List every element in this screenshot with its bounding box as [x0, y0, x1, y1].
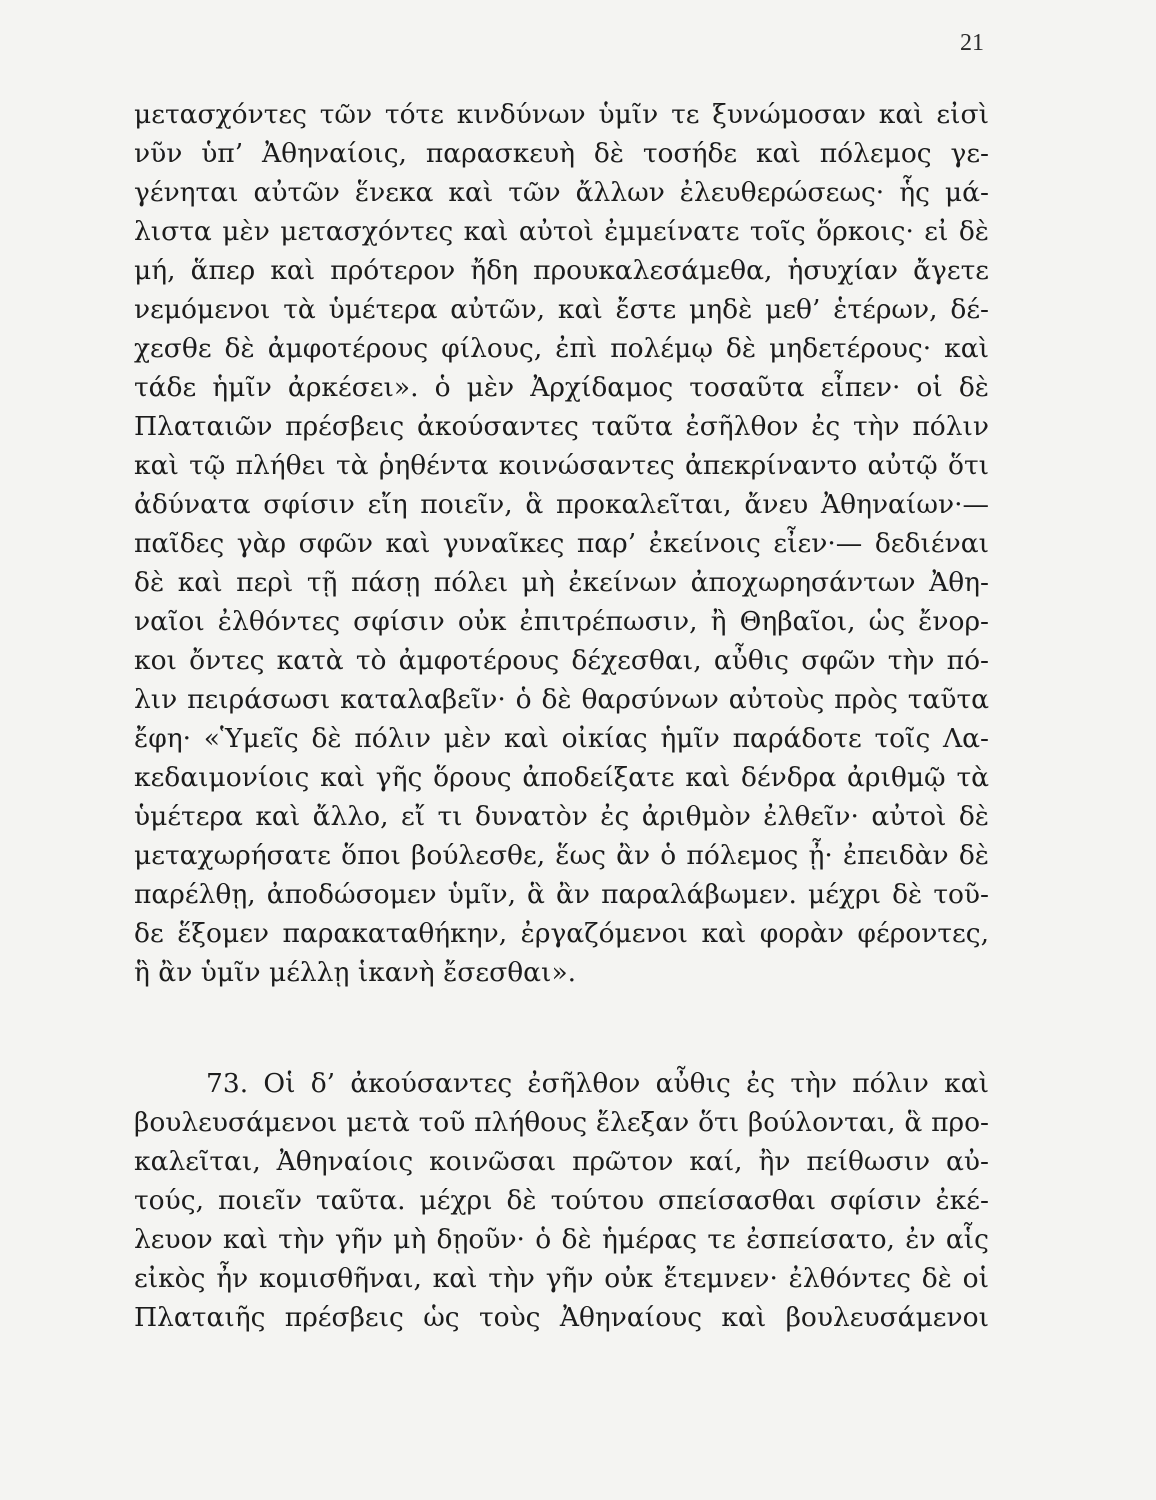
- text-line: λευον καὶ τὴν γῆν μὴ δῃοῦν· ὁ δὲ ἡμέρας τε ἐσπείσατο, ἐν αἷς: [134, 1224, 989, 1255]
- text-line: δε ἕξομεν παρακαταθήκην, ἐργαζόμενοι καὶ φορὰν φέροντες,: [134, 918, 989, 949]
- text-line: ναῖοι ἐλθόντες σφίσιν οὐκ ἐπιτρέπωσιν, ἢ Θηβαῖοι, ὡς ἔνορ-: [134, 606, 989, 637]
- text-line: Πλαταιῆς πρέσβεις ὡς τοὺς Ἀθηναίους καὶ βουλευσάμενοι: [134, 1302, 989, 1333]
- text-line: Πλαταιῶν πρέσβεις ἀκούσαντες ταῦτα ἐσῆλθον ἐς τὴν πόλιν: [134, 411, 989, 442]
- page-number: 21: [960, 30, 984, 56]
- text-line: γένηται αὐτῶν ἕνεκα καὶ τῶν ἄλλων ἐλευθερώσεως· ἧς μά-: [134, 177, 989, 208]
- text-line: παῖδες γὰρ σφῶν καὶ γυναῖκες παρ’ ἐκείνοις εἶεν·— δεδιέναι: [134, 528, 989, 559]
- text-line: ἀδύνατα σφίσιν εἴη ποιεῖν, ἃ προκαλεῖται, ἄνευ Ἀθηναίων·—: [134, 489, 989, 520]
- text-line: ὑμέτερα καὶ ἄλλο, εἴ τι δυνατὸν ἐς ἀριθμὸν ἐλθεῖν· αὐτοὶ δὲ: [134, 801, 989, 832]
- text-line: χεσθε δὲ ἀμφοτέρους φίλους, ἐπὶ πολέμῳ δὲ μηδετέρους· καὶ: [134, 333, 989, 364]
- text-line: εἰκὸς ἦν κομισθῆναι, καὶ τὴν γῆν οὐκ ἔτεμνεν· ἐλθόντες δὲ οἱ: [134, 1263, 989, 1294]
- text-line: δὲ καὶ περὶ τῇ πάσῃ πόλει μὴ ἐκείνων ἀποχωρησάντων Ἀθη-: [134, 567, 989, 598]
- text-line: τάδε ἡμῖν ἀρκέσει». ὁ μὲν Ἀρχίδαμος τοσαῦτα εἶπεν· οἱ δὲ: [134, 372, 989, 403]
- text-line: 73. Οἱ δ’ ἀκούσαντες ἐσῆλθον αὖθις ἐς τὴν πόλιν καὶ: [206, 1068, 989, 1099]
- text-line: μετασχόντες τῶν τότε κινδύνων ὑμῖν τε ξυνώμοσαν καὶ εἰσὶ: [134, 99, 989, 130]
- text-line: ἣ ἂν ὑμῖν μέλλῃ ἱκανὴ ἔσεσθαι».: [134, 957, 577, 988]
- text-line: καλεῖται, Ἀθηναίοις κοινῶσαι πρῶτον καί, ἢν πείθωσιν αὐ-: [134, 1146, 989, 1177]
- text-line: μή, ἅπερ καὶ πρότερον ἤδη προυκαλεσάμεθα, ἡσυχίαν ἄγετε: [134, 255, 989, 286]
- text-line: λιν πειράσωσι καταλαβεῖν· ὁ δὲ θαρσύνων αὐτοὺς πρὸς ταῦτα: [134, 684, 989, 715]
- text-line: καὶ τῷ πλήθει τὰ ῥηθέντα κοινώσαντες ἀπεκρίναντο αὐτῷ ὅτι: [134, 450, 989, 481]
- text-line: κεδαιμονίοις καὶ γῆς ὅρους ἀποδείξατε καὶ δένδρα ἀριθμῷ τὰ: [134, 762, 989, 793]
- text-line: νῦν ὑπ’ Ἀθηναίοις, παρασκευὴ δὲ τοσήδε καὶ πόλεμος γε-: [134, 138, 989, 169]
- paragraph-1: [134, 95, 989, 992]
- paragraph-2: [134, 1064, 989, 1337]
- text-line: ἔφη· «Ὑμεῖς δὲ πόλιν μὲν καὶ οἰκίας ἡμῖν παράδοτε τοῖς Λα-: [134, 723, 989, 754]
- text-line: νεμόμενοι τὰ ὑμέτερα αὐτῶν, καὶ ἔστε μηδὲ μεθ’ ἑτέρων, δέ-: [134, 294, 989, 325]
- text-line: τούς, ποιεῖν ταῦτα. μέχρι δὲ τούτου σπείσασθαι σφίσιν ἐκέ-: [134, 1185, 989, 1216]
- text-line: κοι ὄντες κατὰ τὸ ἀμφοτέρους δέχεσθαι, αὖθις σφῶν τὴν πό-: [134, 645, 989, 676]
- text-line: λιστα μὲν μετασχόντες καὶ αὐτοὶ ἐμμείνατε τοῖς ὅρκοις· εἰ δὲ: [134, 216, 989, 247]
- text-line: βουλευσάμενοι μετὰ τοῦ πλήθους ἔλεξαν ὅτι βούλονται, ἃ προ-: [134, 1107, 989, 1138]
- text-line: μεταχωρήσατε ὅποι βούλεσθε, ἕως ἂν ὁ πόλεμος ᾖ· ἐπειδὰν δὲ: [134, 840, 989, 871]
- text-line: παρέλθῃ, ἀποδώσομεν ὑμῖν, ἃ ἂν παραλάβωμεν. μέχρι δὲ τοῦ-: [134, 879, 989, 910]
